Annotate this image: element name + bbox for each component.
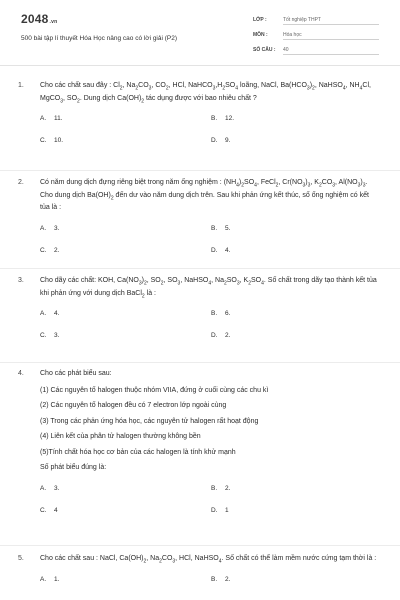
option-value: 10. [54,137,64,144]
option-value: 11. [54,115,63,122]
answer-option-a[interactable] [40,574,59,587]
option-value: 4 [54,506,58,514]
option-letter: A. [40,310,47,317]
option-letter: B. [211,224,218,232]
question-text: Cho dãy các chất: KOH, $Ca(NO_3)_2$, $SO_2$, $SO_3$, NaHSO$_4$, $Na_2SO_3$, $K_2SO_4$. Số chất trong dãy tạo thành kết tủa khi phản ứng với dung dịch BaCl$_2$ là : [40,277,377,299]
options-row [40,505,380,517]
option-value: 1 [225,506,229,514]
option-value: 2. [225,332,231,339]
option-letter: B. [211,575,218,583]
options-row [40,135,380,147]
question-number: 3. [18,277,24,284]
option-letter: A. [40,115,47,122]
options-row [40,483,380,495]
header-divider [0,65,400,66]
document-title: 500 bài tập lí thuyết Hóa Học nâng cao có lời giải (P2) [21,35,178,42]
option-letter: B. [211,310,218,317]
option-value: 3. [54,332,60,339]
option-value: 3. [54,484,60,492]
option-value: 3. [54,224,60,232]
option-value: 2. [54,246,60,254]
option-value: 4. [54,310,60,317]
options-row [40,308,380,320]
option-value: 2. [225,484,231,492]
option-value: 1. [54,575,60,583]
answer-option-a[interactable] [40,223,59,236]
question-text: Cho các chất sau : NaCl, $Ca(OH)_2$, $Na_2CO_3$, HCl, NaHSO$_4$. Số chất có thể làm mềm nước cứng tạm thời là : [40,555,377,565]
option-value: 5. [225,224,231,232]
statement: (1) Các nguyên tố halogen thuộc nhóm VIIA, đứng ở cuối cùng các chu kì [40,386,269,394]
answer-option-c[interactable] [40,245,59,258]
answer-option-a[interactable] [40,113,63,126]
option-letter: D. [211,332,218,339]
question-4 [18,368,380,517]
statement: (2) Các nguyên tố halogen đều có 7 electron lớp ngoài cùng [40,402,227,409]
answer-option-b[interactable] [211,308,230,321]
option-value: 4. [225,246,231,254]
options-row [40,113,380,125]
option-letter: D. [211,137,218,144]
question-number: 2. [18,179,24,186]
statement: Số phát biểu đúng là: [40,464,107,471]
question-number: 4. [18,370,24,377]
question-number: 1. [18,82,24,89]
options-row [40,330,380,342]
subject-field: MÔN : Hóa học [253,32,379,40]
question-divider [0,362,400,363]
options-row [40,245,380,257]
option-value: 2. [225,575,231,583]
answer-option-c[interactable] [40,330,59,343]
answer-option-b[interactable] [211,574,230,587]
option-letter: C. [40,246,47,254]
question-2 [18,177,380,257]
option-letter: C. [40,332,47,339]
answer-option-b[interactable] [211,113,234,126]
statement: (3) Trong các phản ứng hóa học, các nguyên tử halogen rất hoạt động [40,417,259,425]
option-value: 9. [225,137,231,144]
options-row [40,574,380,586]
question-divider [0,170,400,171]
question-text: Cho các phát biểu sau: [40,370,112,377]
option-letter: A. [40,484,47,492]
answer-option-b[interactable] [211,223,230,236]
question-1 [18,80,380,147]
option-letter: B. [211,115,218,122]
option-letter: A. [40,224,47,232]
answer-option-d[interactable] [211,330,230,343]
option-letter: D. [211,246,218,254]
option-value: 12. [225,115,235,122]
answer-option-c[interactable] [40,505,58,518]
answer-option-d[interactable] [211,245,230,258]
statement: (4) Liên kết của phân tử halogen thường không bền [40,433,201,440]
document-header [0,0,400,66]
question-divider [0,268,400,269]
option-letter: A. [40,575,47,583]
answer-option-d[interactable] [211,505,229,518]
question-number: 5. [18,555,24,562]
option-letter: D. [211,506,218,514]
question-5 [18,553,380,586]
options-row [40,223,380,235]
option-letter: C. [40,137,47,144]
option-letter: C. [40,506,47,514]
question-3 [18,275,380,342]
statement: (5)Tính chất hóa học cơ bản của các halogen là tính khử mạnh [40,448,236,456]
option-value: 6. [225,310,231,317]
answer-option-a[interactable] [40,308,59,321]
class-field: LỚP : Tốt nghiệp THPT [253,17,379,25]
answer-option-d[interactable] [211,135,230,148]
answer-option-c[interactable] [40,135,63,148]
question-text: Có năm dung dịch đựng riêng biệt trong năm ống nghiệm : $(NH_4)_2SO_4$, FeCl$_2$, $Cr(NO_3)_3$, $K_2CO_3$, $Al(NO_3)_3$. Cho dung dịch $Ba(OH)_2$ đến dư vào năm dung dịch trên. Sau khi phản ứng kết thúc, số ống nghiệm có kết tủa là : [40,179,369,211]
question-text: Cho các chất sau đây : $Cl_2$, $Na_2CO_3$, $CO_2$, HCl, $NaHCO_3,H_2SO_4$ loãng, NaCl, $Ba(HCO_3)_2$, NaHSO$_4$, $NH_4Cl$, MgCO$_3$, $SO_2$. Dung dịch $Ca(OH)_2$ tác dụng được với bao nhiêu chất ? [40,82,371,104]
question-count-field: SỐ CÂU : 40 [253,47,379,55]
answer-option-b[interactable] [211,483,230,496]
answer-option-a[interactable] [40,483,59,496]
site-logo[interactable]: 2048.vn [21,12,58,26]
option-letter: B. [211,484,218,492]
question-divider [0,545,400,546]
